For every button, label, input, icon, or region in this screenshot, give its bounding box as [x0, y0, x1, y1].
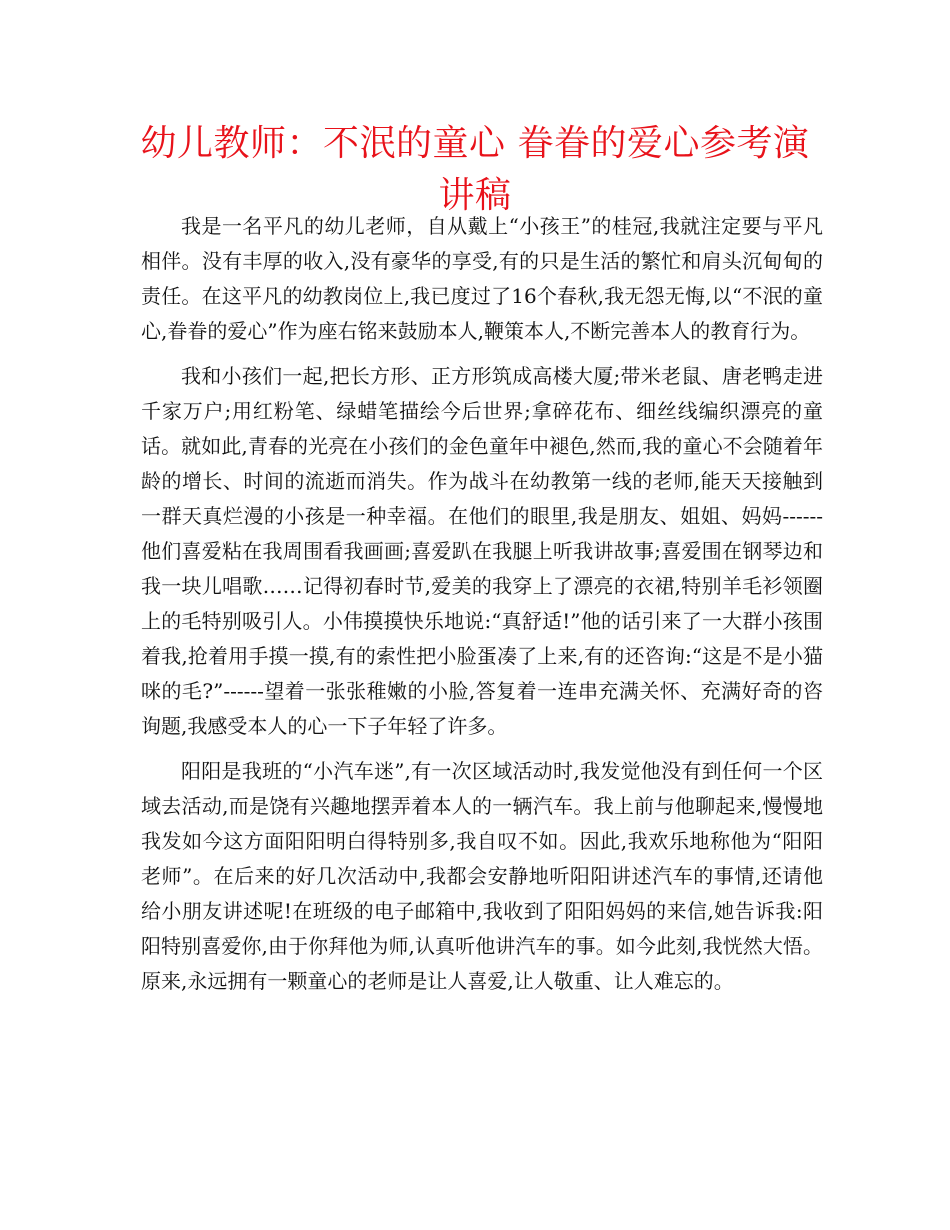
paragraph: 我是一名平凡的幼儿老师，自从戴上“小孩王”的桂冠,我就注定要与平凡相伴。没有丰厚的收入,没有豪华的享受,有的只是生活的繁忙和肩头沉甸甸的责任。在这平凡的幼教岗位上,我已度过了16个春秋,我无怨无悔,以“不泯的童心,眷眷的爱心”作为座右铭来鼓励本人,鞭策本人,不断完善本人的教育行为。 [141, 214, 823, 343]
paragraph: 我和小孩们一起,把长方形、正方形筑成高楼大厦;带米老鼠、唐老鸭走进千家万户;用红粉笔、绿蜡笔描绘今后世界;拿碎花布、细丝线编织漂亮的童话。就如此,青春的光亮在小孩们的金色童年中褪色,然而,我的童心不会随着年龄的增长、时间的流逝而消失。作为战斗在幼教第一线的老师,能天天接触到一群天真烂漫的小孩是一种幸福。在他们的眼里,我是朋友、姐姐、妈妈------他们喜爱粘在我周围看我画画;喜爱趴在我腿上听我讲故事;喜爱围在钢琴边和我一块儿唱歌……记得初春时节,爱美的我穿上了漂亮的衣裙,特别羊毛衫领圈上的毛特别吸引人。小伟摸摸快乐地说:“真舒适!”他的话引来了一大群小孩围着我,抢着用手摸一摸,有的索性把小脸蛋凑了上来,有的还咨询:“这是不是小猫咪的毛?”------望着一张张稚嫩的小脸,答复着一连串充满关怀、充满好奇的咨询题,我感受本人的心一下子年轻了许多。 [141, 364, 823, 738]
document-title: 幼儿教师：不泯的童心 眷眷的爱心参考演讲稿 [140, 123, 810, 216]
document-body [141, 209, 823, 1009]
paragraph: 阳阳是我班的“小汽车迷”,有一次区域活动时,我发觉他没有到任何一个区域去活动,而是饶有兴趣地摆弄着本人的一辆汽车。我上前与他聊起来,慢慢地我发如今这方面阳阳明白得特别多,我自叹不如。因此,我欢乐地称他为“阳阳老师”。在后来的好几次活动中,我都会安静地听阳阳讲述汽车的事情,还请他给小朋友讲述呢!在班级的电子邮箱中,我收到了阳阳妈妈的来信,她告诉我:阳阳特别喜爱你,由于你拜他为师,认真听他讲汽车的事。如今此刻,我恍然大悟。原来,永远拥有一颗童心的老师是让人喜爱,让人敬重、让人难忘的。 [141, 759, 823, 993]
